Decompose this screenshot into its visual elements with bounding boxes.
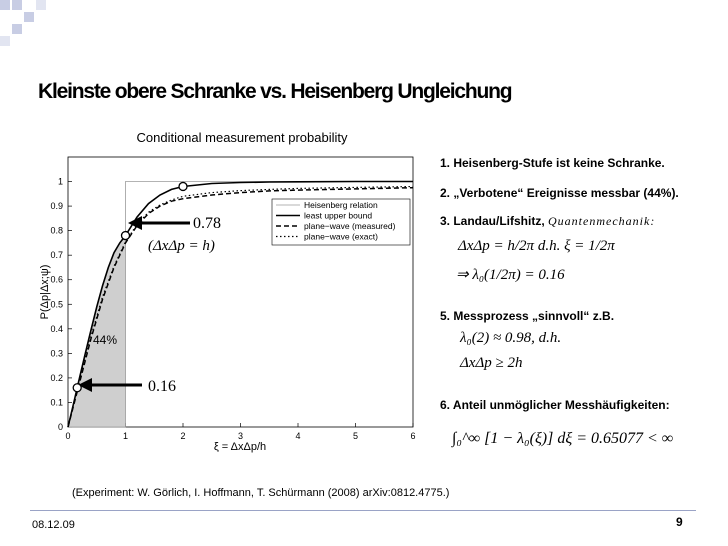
equation-3b: ⇒ λ₀(1/2π) = 0.16 — [456, 267, 565, 283]
x-tick-label: 6 — [410, 431, 416, 441]
y-tick-label: 0.7 — [50, 250, 63, 261]
shaded-region-44 — [68, 236, 126, 427]
legend-entry: plane−wave (measured) — [304, 221, 396, 231]
legend-entry: Heisenberg relation — [304, 200, 378, 210]
x-tick-label: 1 — [122, 431, 129, 441]
legend — [272, 199, 410, 245]
point-3 — [440, 214, 655, 229]
y-tick-label: 0.5 — [50, 299, 63, 310]
marker-sublabel-heisenberg: (ΔxΔp = h) — [148, 238, 215, 254]
y-tick-label: 0.8 — [50, 225, 63, 236]
probability-chart — [0, 125, 440, 460]
legend-entry: least upper bound — [304, 210, 373, 221]
x-tick-label: 5 — [352, 431, 359, 441]
x-tick-label: 0 — [65, 431, 71, 441]
y-tick-label: 0.1 — [50, 397, 63, 408]
corner-decoration — [0, 0, 60, 48]
y-tick-label: 0.4 — [50, 323, 63, 334]
experiment-reference: (Experiment: W. Görlich, I. Hoffmann, T. Schürmann (2008) arXiv:0812.4775.) — [72, 487, 450, 499]
equation-3a: ΔxΔp = h/2π d.h. ξ = 1/2π — [458, 238, 615, 254]
x-tick-label: 2 — [180, 431, 186, 441]
marker-label-016: 0.16 — [148, 378, 176, 395]
point-2: 2. „Verbotene“ Ereignisse messbar (44%). — [440, 186, 679, 200]
y-tick-label: 0 — [57, 422, 63, 432]
marker-point — [73, 384, 81, 392]
point-6: 6. Anteil unmöglicher Messhäufigkeiten: — [440, 398, 670, 412]
marker-point — [179, 182, 187, 190]
legend-entry: plane−wave (exact) — [304, 231, 378, 242]
slide-title: Kleinste obere Schranke vs. Heisenberg Ungleichung — [38, 80, 512, 103]
equation-5a: λ₀(2) ≈ 0.98, d.h. — [460, 330, 562, 346]
marker-point — [122, 232, 130, 240]
marker-label-078: 0.78 — [193, 215, 221, 232]
y-tick-label: 0.6 — [50, 274, 63, 285]
x-tick-label: 3 — [237, 431, 244, 441]
chart-title: Conditional measurement probability — [136, 130, 348, 145]
footer-divider — [30, 510, 696, 511]
equation-5b: ΔxΔp ≥ 2h — [460, 355, 523, 371]
point-1: 1. Heisenberg-Stufe ist keine Schranke. — [440, 156, 665, 170]
shaded-region-label: 44% — [93, 333, 118, 347]
y-tick-label: 0.2 — [50, 372, 63, 383]
x-axis-label: ξ = ΔxΔp/h — [213, 441, 267, 453]
y-axis-label: P(Δp|Δx;ψ) — [39, 264, 51, 320]
point-3-book: Quantenmechanik: — [548, 214, 656, 228]
y-tick-label: 0.9 — [50, 201, 63, 212]
y-tick-label: 0.3 — [50, 348, 63, 359]
point-5: 5. Messprozess „sinnvoll“ z.B. — [440, 309, 615, 323]
y-tick-label: 1 — [57, 176, 63, 187]
equation-6: ∫₀^∞ [1 − λ₀(ξ)] dξ = 0.65077 < ∞ — [452, 430, 674, 447]
slide-date: 08.12.09 — [32, 519, 75, 531]
point-3-text: 3. Landau/Lifshitz, — [440, 214, 545, 228]
page-number: 9 — [676, 515, 683, 529]
x-tick-label: 4 — [295, 431, 301, 441]
